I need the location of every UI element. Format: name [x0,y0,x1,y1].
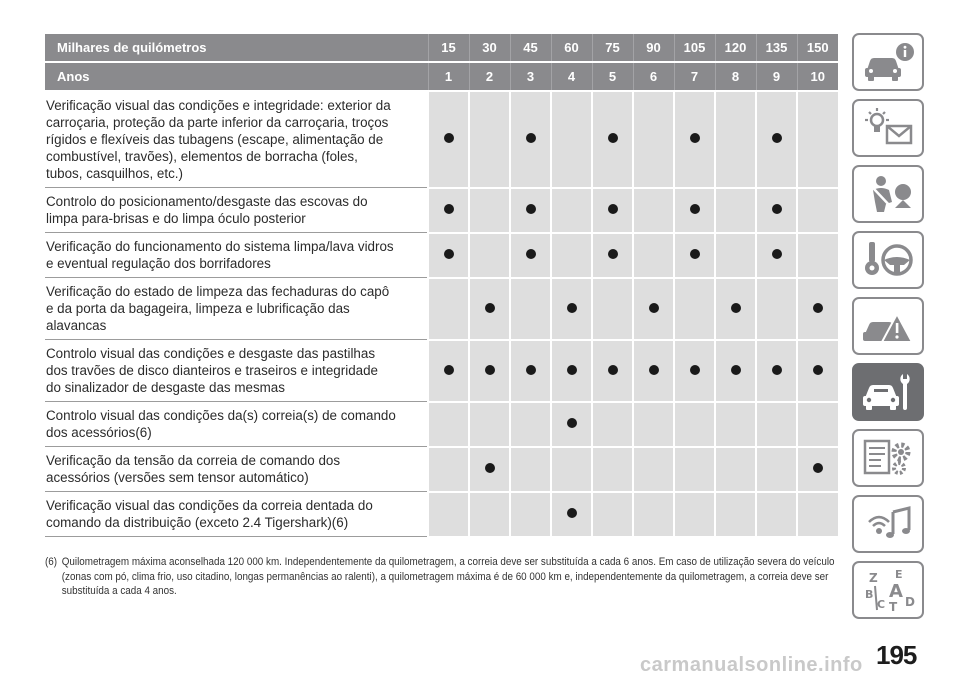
index-letter-d: D [905,595,915,609]
interval-cell [633,340,674,402]
header-km-90: 90 [633,34,674,62]
alphabetical-index-icon [859,568,917,612]
header-year-5: 5 [592,62,633,91]
tab-servicing-care[interactable] [852,363,924,421]
tab-technical-specifications[interactable] [852,429,924,487]
interval-cell [428,492,469,537]
operation-description-line: carroçaria, proteção da parte inferior da carroçaria, troços [46,115,389,130]
interval-cell [510,340,551,402]
tab-in-emergency[interactable] [852,297,924,355]
interval-cell [469,492,510,537]
operation-description-line: tubos, casquilhos, etc.) [46,166,183,181]
service-required-dot [772,204,782,214]
interval-cell [715,402,756,447]
interval-cell [428,188,469,233]
interval-cell [797,91,838,188]
interval-cell [469,340,510,402]
header-km-60: 60 [551,34,592,62]
header-year-10: 10 [797,62,838,91]
interval-cell [592,233,633,278]
safety-airbag-icon [859,172,917,216]
interval-cell [428,278,469,340]
interval-cell [756,492,797,537]
interval-cell [551,492,592,537]
service-required-dot [567,508,577,518]
operation-description-line: rígidos e flexíveis das tubagens (escape, alimentação de [46,132,384,147]
interval-cell [797,188,838,233]
interval-cell [592,278,633,340]
interval-cell [797,233,838,278]
interval-cell [633,492,674,537]
operation-description [45,340,428,402]
interval-cell [756,340,797,402]
header-row-kilometers [45,34,838,62]
interval-cell [469,402,510,447]
index-letter-a: A [889,581,903,602]
operation-row [45,188,838,233]
interval-cell [633,447,674,492]
interval-cell [551,340,592,402]
multimedia-music-icon [859,502,917,546]
service-required-dot [567,303,577,313]
interval-cell [510,278,551,340]
interval-cell [551,233,592,278]
interval-cell [592,402,633,447]
tab-starting-driving[interactable] [852,231,924,289]
interval-cell [592,188,633,233]
operation-description-line: Verificação visual das condições e integridade: exterior da [46,98,391,113]
interval-cell [469,278,510,340]
operation-description-line: combustível, travões), elementos de borracha (foles, [46,149,358,164]
index-letter-t: T [889,600,898,612]
interval-cell [797,492,838,537]
interval-cell [510,492,551,537]
header-km-120: 120 [715,34,756,62]
interval-cell [715,278,756,340]
service-required-dot [608,204,618,214]
operation-description-line: acessórios (versões sem tensor automático) [46,470,309,485]
operation-description [45,233,428,278]
interval-cell [633,188,674,233]
operation-row [45,233,838,278]
header-year-8: 8 [715,62,756,91]
service-required-dot [485,365,495,375]
header-km-150: 150 [797,34,838,62]
footnote-marker: (6) [45,556,58,568]
car-info-icon [859,40,917,84]
interval-cell [633,402,674,447]
interval-cell [510,233,551,278]
service-required-dot [567,418,577,428]
interval-cell [551,91,592,188]
index-letter-c: C [877,598,886,611]
interval-cell [510,447,551,492]
operation-description-line: Controlo visual das condições da(s) correia(s) de comando [46,408,396,423]
header-km-30: 30 [469,34,510,62]
header-km-105: 105 [674,34,715,62]
car-accident-icon [859,304,917,348]
interval-cell [797,447,838,492]
header-year-7: 7 [674,62,715,91]
service-required-dot [690,365,700,375]
operation-description-line: comando da distribuição (exceto 2.4 Tigershark)(6) [46,515,349,530]
interval-cell [756,278,797,340]
operation-row [45,402,838,447]
service-required-dot [567,365,577,375]
operation-row [45,447,838,492]
interval-cell [592,340,633,402]
interval-cell [674,447,715,492]
interval-cell [633,278,674,340]
service-required-dot [731,365,741,375]
service-required-dot [690,249,700,259]
service-required-dot [690,133,700,143]
operation-description-line: alavancas [46,318,107,333]
service-required-dot [485,303,495,313]
interval-cell [510,91,551,188]
chapter-tabs [852,33,924,627]
operation-row [45,91,838,188]
interval-cell [592,447,633,492]
service-required-dot [772,365,782,375]
interval-cell [633,91,674,188]
interval-cell [756,91,797,188]
service-required-dot [649,303,659,313]
tab-alphabetical-index[interactable] [852,561,924,619]
interval-cell [469,447,510,492]
operation-description [45,188,428,233]
index-letter-b: B [865,588,874,601]
header-row-years [45,62,838,91]
service-required-dot [731,303,741,313]
header-years-label: Anos [45,62,428,91]
header-year-4: 4 [551,62,592,91]
operation-description-line: limpa para-brisas e do limpa óculo posterior [46,211,306,226]
service-required-dot [526,133,536,143]
interval-cell [428,340,469,402]
interval-cell [715,447,756,492]
operation-description-line: Verificação do funcionamento do sistema limpa/lava vidros [46,239,394,254]
service-required-dot [649,365,659,375]
interval-cell [756,447,797,492]
interval-cell [428,91,469,188]
header-year-3: 3 [510,62,551,91]
interval-cell [510,402,551,447]
interval-cell [469,233,510,278]
service-required-dot [608,365,618,375]
interval-cell [797,402,838,447]
service-required-dot [485,463,495,473]
interval-cell [592,91,633,188]
service-required-dot [444,365,454,375]
operation-row [45,340,838,402]
header-year-2: 2 [469,62,510,91]
operation-description [45,447,428,492]
service-required-dot [813,303,823,313]
header-km-135: 135 [756,34,797,62]
interval-cell [756,402,797,447]
service-required-dot [526,204,536,214]
operation-description-line: Controlo visual das condições e desgaste das pastilhas [46,346,376,361]
specifications-gear-icon [859,436,917,480]
interval-cell [715,91,756,188]
service-required-dot [526,249,536,259]
header-km-45: 45 [510,34,551,62]
service-required-dot [444,249,454,259]
interval-cell [797,278,838,340]
interval-cell [756,233,797,278]
interval-cell [674,233,715,278]
tab-multimedia[interactable] [852,495,924,553]
header-km-75: 75 [592,34,633,62]
service-required-dot [608,249,618,259]
operation-description-line: e da porta da bagageira, limpeza e lubrificação das [46,301,350,316]
service-required-dot [813,463,823,473]
interval-cell [715,188,756,233]
operation-description [45,278,428,340]
service-required-dot [690,204,700,214]
interval-cell [510,188,551,233]
service-required-dot [772,249,782,259]
interval-cell [797,340,838,402]
operation-description [45,492,428,537]
car-maintenance-wrench-icon [859,370,917,414]
interval-cell [674,492,715,537]
operation-description-line: dos travões de disco dianteiros e traseiros e integridade [46,363,378,378]
index-letter-z: Z [869,571,878,585]
footnote-text: Quilometragem máxima aconselhada 120 000 km. Independentemente da quilometragem, a correia deve ser substituída a cada 6 anos. Em caso de utilização severa do veículo (zonas com pó, clima frio, uso citadino, longas permanências ao ralenti), a quilometragem máxima é de 60 000 km e, independentemente da quilometragem, a correia deve ser substituída a cada 4 anos. [61,556,835,597]
service-required-dot [608,133,618,143]
operation-row [45,278,838,340]
interval-cell [674,188,715,233]
operation-description-line: Verificação visual das condições da correia dentada do [46,498,373,513]
interval-cell [592,492,633,537]
header-km-15: 15 [428,34,469,62]
interval-cell [428,447,469,492]
interval-cell [756,188,797,233]
steering-wheel-key-icon [859,238,917,282]
operation-description-line: Controlo do posicionamento/desgaste das escovas do [46,194,368,209]
service-required-dot [444,204,454,214]
operation-description [45,91,428,188]
header-year-9: 9 [756,62,797,91]
interval-cell [715,340,756,402]
footnote [45,555,838,599]
interval-cell [715,233,756,278]
operation-description-line: Verificação do estado de limpeza das fechaduras do capô [46,284,390,299]
operation-description-line: do sinalizador de desgaste das mesmas [46,380,285,395]
interval-cell [551,447,592,492]
operation-description-line: e eventual regulação dos borrifadores [46,256,271,271]
operation-row [45,492,838,537]
interval-cell [469,91,510,188]
tab-safety[interactable] [852,165,924,223]
tab-getting-to-know-car[interactable] [852,33,924,91]
interval-cell [428,233,469,278]
maintenance-schedule-table [45,34,838,538]
header-year-6: 6 [633,62,674,91]
service-required-dot [444,133,454,143]
interval-cell [674,91,715,188]
interval-cell [674,402,715,447]
interval-cell [551,278,592,340]
header-year-1: 1 [428,62,469,91]
operation-description-line: Verificação da tensão da correia de comando dos [46,453,341,468]
interval-cell [428,402,469,447]
interval-cell [551,188,592,233]
index-letter-e: E [895,568,903,581]
watermark-text: carmanualsonline.info [640,654,863,676]
service-required-dot [772,133,782,143]
interval-cell [469,188,510,233]
interval-cell [551,402,592,447]
interval-cell [674,278,715,340]
tab-warning-lights[interactable] [852,99,924,157]
interval-cell [633,233,674,278]
interval-cell [715,492,756,537]
interval-cell [674,340,715,402]
service-required-dot [813,365,823,375]
maintenance-operations [45,91,838,537]
operation-description-line: dos acessórios(6) [46,425,152,440]
header-kilometers-label: Milhares de quilómetros [45,34,428,62]
service-required-dot [526,365,536,375]
operation-description [45,402,428,447]
page-number: 195 [876,640,917,670]
warning-lights-icon [859,106,917,150]
